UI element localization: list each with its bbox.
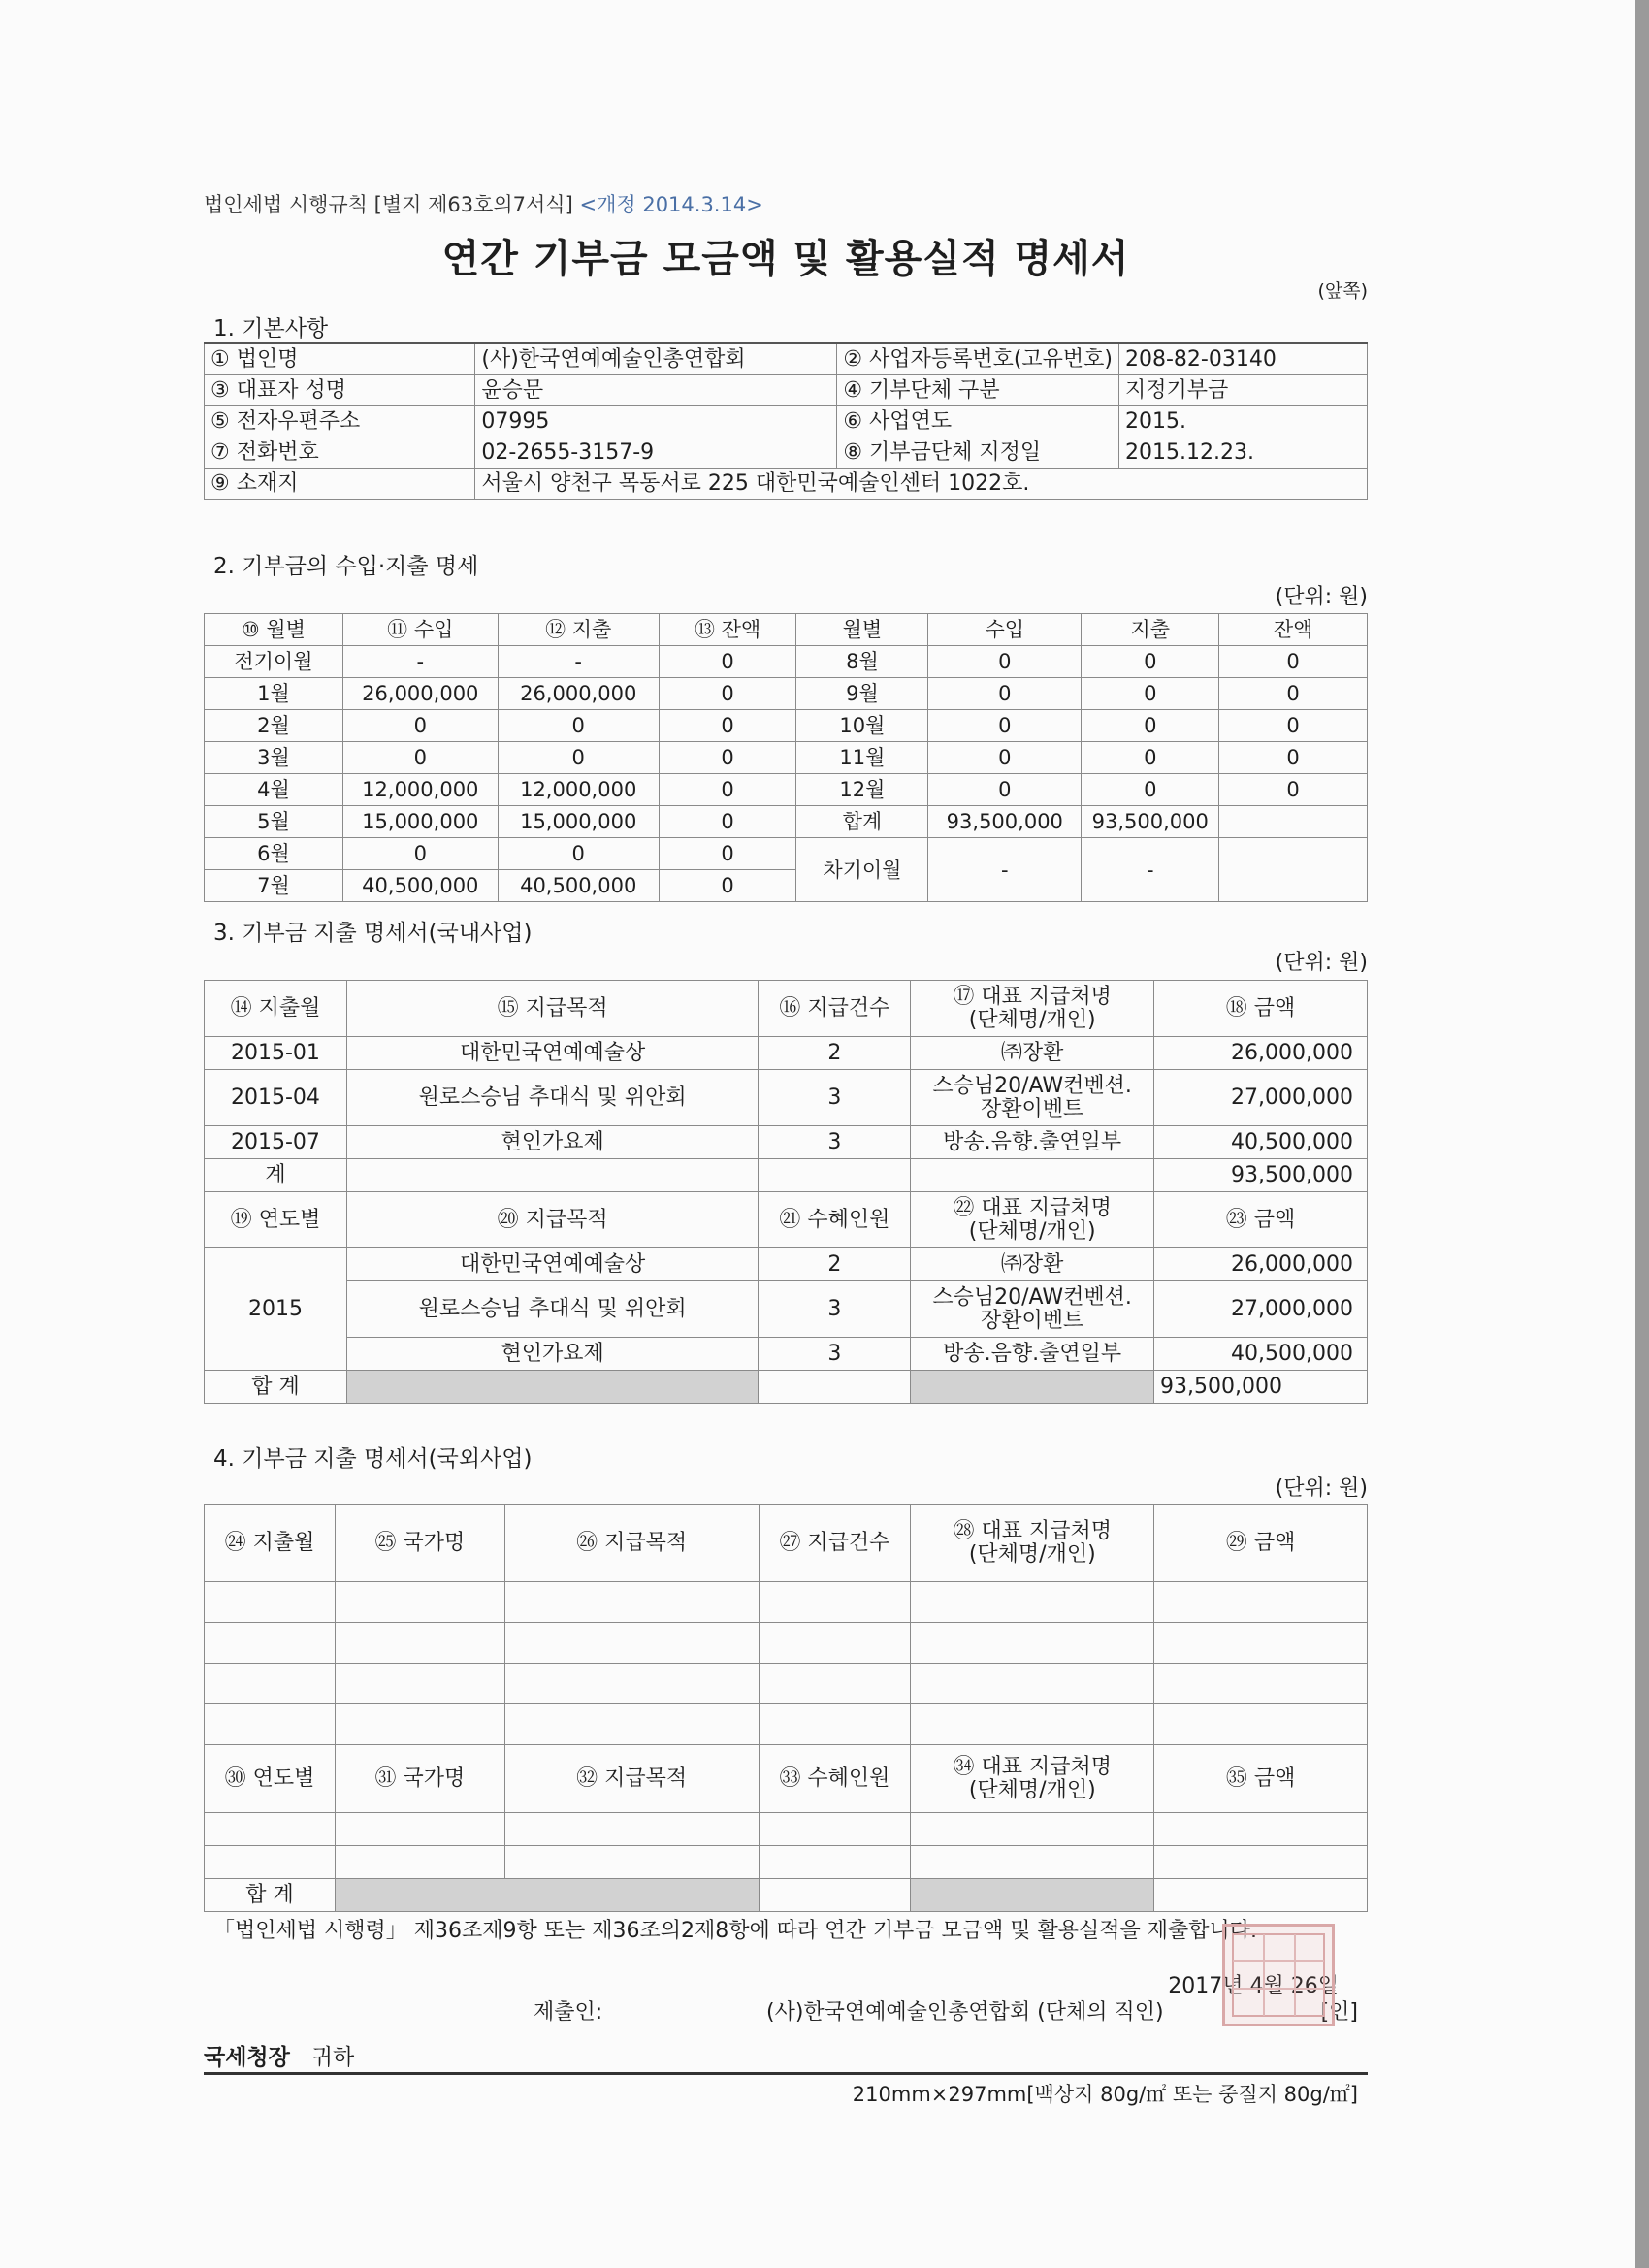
section-4-unit: (단위: 원) bbox=[1275, 1476, 1368, 1501]
table-cell: 9월 bbox=[796, 678, 928, 710]
income-row bbox=[205, 838, 1368, 870]
column-header: 지출 bbox=[1082, 614, 1219, 646]
revision-text: <개정 2014.3.14> bbox=[579, 193, 763, 216]
section-2-heading: 2. 기부금의 수입·지출 명세 bbox=[213, 554, 479, 579]
income-row bbox=[205, 678, 1368, 710]
table-cell: 0 bbox=[928, 646, 1082, 678]
column-header: 수입 bbox=[928, 614, 1082, 646]
recipient-name: 국세청장 bbox=[204, 2045, 290, 2070]
subtotal-label: 계 bbox=[205, 1159, 347, 1192]
submitter-label: 제출인: bbox=[534, 2000, 603, 2025]
table-cell: 스승님20/AW컨벤션. 장환이벤트 bbox=[911, 1070, 1154, 1126]
domestic-expense-table bbox=[204, 980, 1368, 1404]
carry-over-cell: 차기이월 bbox=[796, 838, 928, 902]
table-cell: 40,500,000 bbox=[342, 870, 498, 902]
empty-cell bbox=[759, 1879, 911, 1912]
field-label: ③ 대표자 성명 bbox=[205, 375, 475, 406]
column-header: ㉗ 지급건수 bbox=[759, 1505, 911, 1582]
submission-date: 2017년 4월 26일 bbox=[1168, 1974, 1339, 1998]
table-cell: 원로스승님 추대식 및 위안회 bbox=[346, 1070, 759, 1126]
basic-info-row bbox=[205, 437, 1368, 469]
seal-pattern-icon bbox=[1225, 1927, 1332, 2024]
empty-cell bbox=[911, 1704, 1154, 1745]
section-2-unit: (단위: 원) bbox=[1275, 585, 1368, 609]
document-page bbox=[204, 189, 1368, 2106]
table-cell: 12,000,000 bbox=[498, 774, 659, 806]
empty-cell bbox=[759, 1582, 911, 1623]
empty-cell bbox=[504, 1623, 759, 1664]
domestic-year-row bbox=[205, 1281, 1368, 1338]
empty-cell bbox=[335, 1846, 504, 1879]
income-header-row bbox=[205, 614, 1368, 646]
subtotal-value: 93,500,000 bbox=[1154, 1159, 1368, 1192]
empty-cell bbox=[335, 1704, 504, 1745]
table-cell: 전기이월 bbox=[205, 646, 343, 678]
field-value: 02-2655-3157-9 bbox=[475, 437, 837, 469]
legal-ref-text: 법인세법 시행규칙 [별지 제63호의7서식] bbox=[204, 193, 573, 216]
column-header: ㉖ 지급목적 bbox=[504, 1505, 759, 1582]
legal-reference bbox=[204, 189, 1368, 218]
empty-cell bbox=[911, 1813, 1154, 1846]
table-cell: 0 bbox=[1082, 742, 1219, 774]
domestic-row bbox=[205, 1126, 1368, 1159]
table-cell: 0 bbox=[659, 678, 796, 710]
overseas-empty-row bbox=[205, 1846, 1368, 1879]
column-header: ⑲ 연도별 bbox=[205, 1192, 347, 1248]
table-cell: 0 bbox=[1082, 710, 1219, 742]
table-cell: 4월 bbox=[205, 774, 343, 806]
empty-cell bbox=[1154, 1664, 1368, 1704]
table-cell: 합계 bbox=[796, 806, 928, 838]
empty-cell bbox=[1154, 1623, 1368, 1664]
column-header: ⑮ 지급목적 bbox=[346, 981, 759, 1037]
overseas-header-row bbox=[205, 1745, 1368, 1813]
declaration-text: 「법인세법 시행령」 제36조제9항 또는 제36조의2제8항에 따라 연간 기부금 모금액 및 활용실적을 제출합니다. bbox=[213, 1919, 1257, 1943]
empty-cell bbox=[911, 1159, 1154, 1192]
domestic-header-row bbox=[205, 1192, 1368, 1248]
shaded-cell bbox=[346, 1371, 759, 1404]
table-cell: 0 bbox=[342, 838, 498, 870]
empty-cell bbox=[205, 1813, 336, 1846]
field-label: ⑤ 전자우편주소 bbox=[205, 406, 475, 437]
submitter-name: (사)한국연예예술인총연합회 (단체의 직인) bbox=[766, 2000, 1164, 2025]
field-label: ① 법인명 bbox=[205, 343, 475, 375]
table-cell: 0 bbox=[659, 838, 796, 870]
column-header: ⑰ 대표 지급처명 (단체명/개인) bbox=[911, 981, 1154, 1037]
table-cell: 26,000,000 bbox=[498, 678, 659, 710]
table-cell: 1월 bbox=[205, 678, 343, 710]
recipient-line bbox=[204, 2039, 354, 2071]
column-header: 월별 bbox=[796, 614, 928, 646]
empty-cell bbox=[335, 1582, 504, 1623]
table-cell: 3 bbox=[759, 1338, 911, 1371]
official-seal-stamp bbox=[1222, 1924, 1335, 2026]
table-cell: 0 bbox=[498, 710, 659, 742]
column-header: ⑬ 잔액 bbox=[659, 614, 796, 646]
table-cell: 0 bbox=[928, 710, 1082, 742]
field-value: 서울시 양천구 목동서로 225 대한민국예술인센터 1022호. bbox=[475, 469, 1368, 500]
table-cell: 3 bbox=[759, 1281, 911, 1338]
column-header: ⑩ 월별 bbox=[205, 614, 343, 646]
table-cell bbox=[1219, 806, 1368, 838]
empty-cell bbox=[1154, 1846, 1368, 1879]
carry-over-cell: - bbox=[928, 838, 1082, 902]
table-cell: 0 bbox=[659, 870, 796, 902]
empty-cell bbox=[346, 1159, 759, 1192]
table-cell: 3 bbox=[759, 1126, 911, 1159]
income-expense-table bbox=[204, 613, 1368, 902]
table-cell: 0 bbox=[498, 742, 659, 774]
column-header: ㉝ 수혜인원 bbox=[759, 1745, 911, 1813]
table-cell: 27,000,000 bbox=[1154, 1281, 1368, 1338]
shaded-cell bbox=[911, 1371, 1154, 1404]
overseas-total-row bbox=[205, 1879, 1368, 1912]
income-row bbox=[205, 774, 1368, 806]
total-label: 합 계 bbox=[205, 1371, 347, 1404]
total-value: 93,500,000 bbox=[1154, 1371, 1368, 1404]
table-cell: 0 bbox=[1219, 742, 1368, 774]
section-4-heading: 4. 기부금 지출 명세서(국외사업) bbox=[213, 1446, 533, 1472]
field-label: ② 사업자등록번호(고유번호) bbox=[837, 343, 1119, 375]
table-cell: 0 bbox=[1082, 646, 1219, 678]
basic-info-row bbox=[205, 343, 1368, 375]
column-header: ⑪ 수입 bbox=[342, 614, 498, 646]
field-label: ⑦ 전화번호 bbox=[205, 437, 475, 469]
table-cell: 0 bbox=[659, 646, 796, 678]
field-value: 지정기부금 bbox=[1119, 375, 1368, 406]
empty-cell bbox=[759, 1704, 911, 1745]
empty-cell bbox=[759, 1813, 911, 1846]
table-cell: 방송.음향.출연일부 bbox=[911, 1126, 1154, 1159]
empty-cell bbox=[335, 1813, 504, 1846]
overseas-empty-row bbox=[205, 1813, 1368, 1846]
table-cell: 0 bbox=[342, 710, 498, 742]
table-cell: 10월 bbox=[796, 710, 928, 742]
table-cell: 15,000,000 bbox=[342, 806, 498, 838]
column-header: ⑫ 지출 bbox=[498, 614, 659, 646]
column-header: ⑭ 지출월 bbox=[205, 981, 347, 1037]
field-value: 208-82-03140 bbox=[1119, 343, 1368, 375]
empty-cell bbox=[911, 1623, 1154, 1664]
table-cell: 2015-07 bbox=[205, 1126, 347, 1159]
year-cell: 2015 bbox=[205, 1248, 347, 1371]
table-cell: 26,000,000 bbox=[1154, 1037, 1368, 1070]
section-1-heading: 1. 기본사항 bbox=[213, 316, 329, 341]
domestic-row bbox=[205, 1037, 1368, 1070]
table-cell: 93,500,000 bbox=[1082, 806, 1219, 838]
field-label: ⑧ 기부금단체 지정일 bbox=[837, 437, 1119, 469]
field-label: ⑥ 사업연도 bbox=[837, 406, 1119, 437]
income-row bbox=[205, 742, 1368, 774]
empty-cell bbox=[911, 1664, 1154, 1704]
empty-cell bbox=[504, 1582, 759, 1623]
basic-info-row bbox=[205, 469, 1368, 500]
table-cell: 0 bbox=[1082, 678, 1219, 710]
column-header: ㉛ 국가명 bbox=[335, 1745, 504, 1813]
table-cell: - bbox=[342, 646, 498, 678]
section-3-unit: (단위: 원) bbox=[1275, 951, 1368, 975]
empty-cell bbox=[504, 1813, 759, 1846]
table-cell: 0 bbox=[659, 742, 796, 774]
domestic-header-row bbox=[205, 981, 1368, 1037]
paper-spec: 210mm×297mm[백상지 80g/㎡ 또는 중질지 80g/㎡] bbox=[852, 2083, 1358, 2106]
column-header: ㉘ 대표 지급처명 (단체명/개인) bbox=[911, 1505, 1154, 1582]
empty-cell bbox=[759, 1664, 911, 1704]
basic-info-table bbox=[204, 342, 1368, 500]
table-cell: 0 bbox=[1219, 646, 1368, 678]
empty-cell bbox=[759, 1159, 911, 1192]
column-header: ㉑ 수혜인원 bbox=[759, 1192, 911, 1248]
column-header: ㉜ 지급목적 bbox=[504, 1745, 759, 1813]
table-cell: 26,000,000 bbox=[342, 678, 498, 710]
income-row bbox=[205, 646, 1368, 678]
column-header: 잔액 bbox=[1219, 614, 1368, 646]
basic-info-row bbox=[205, 375, 1368, 406]
domestic-year-row bbox=[205, 1248, 1368, 1281]
table-cell: 2 bbox=[759, 1037, 911, 1070]
table-cell: 0 bbox=[928, 742, 1082, 774]
column-header: ㉕ 국가명 bbox=[335, 1505, 504, 1582]
empty-cell bbox=[1154, 1813, 1368, 1846]
empty-cell bbox=[759, 1371, 911, 1404]
column-header: ⑳ 지급목적 bbox=[346, 1192, 759, 1248]
table-cell: 원로스승님 추대식 및 위안회 bbox=[346, 1281, 759, 1338]
table-cell: 0 bbox=[659, 806, 796, 838]
table-cell: 3 bbox=[759, 1070, 911, 1126]
table-cell: 93,500,000 bbox=[928, 806, 1082, 838]
field-value: 윤승문 bbox=[475, 375, 837, 406]
table-cell: 0 bbox=[659, 774, 796, 806]
empty-cell bbox=[205, 1704, 336, 1745]
income-row bbox=[205, 806, 1368, 838]
empty-cell bbox=[759, 1623, 911, 1664]
overseas-empty-row bbox=[205, 1623, 1368, 1664]
column-header: ⑯ 지급건수 bbox=[759, 981, 911, 1037]
empty-cell bbox=[911, 1846, 1154, 1879]
table-cell: 40,500,000 bbox=[1154, 1126, 1368, 1159]
table-cell: 40,500,000 bbox=[498, 870, 659, 902]
document-title: 연간 기부금 모금액 및 활용실적 명세서 bbox=[441, 237, 1130, 281]
overseas-header-row bbox=[205, 1505, 1368, 1582]
domestic-total-row bbox=[205, 1371, 1368, 1404]
field-value: 2015. bbox=[1119, 406, 1368, 437]
overseas-empty-row bbox=[205, 1664, 1368, 1704]
shaded-cell bbox=[911, 1879, 1154, 1912]
table-cell: 8월 bbox=[796, 646, 928, 678]
table-cell: 6월 bbox=[205, 838, 343, 870]
domestic-year-row bbox=[205, 1338, 1368, 1371]
empty-cell bbox=[205, 1623, 336, 1664]
scan-edge bbox=[1635, 0, 1649, 2268]
column-header: ⑱ 금액 bbox=[1154, 981, 1368, 1037]
table-cell: - bbox=[498, 646, 659, 678]
empty-cell bbox=[335, 1664, 504, 1704]
table-cell: 현인가요제 bbox=[346, 1338, 759, 1371]
table-cell: 대한민국연예예술상 bbox=[346, 1037, 759, 1070]
table-cell: 5월 bbox=[205, 806, 343, 838]
table-cell: 현인가요제 bbox=[346, 1126, 759, 1159]
section-3-heading: 3. 기부금 지출 명세서(국내사업) bbox=[213, 921, 533, 946]
empty-cell bbox=[504, 1664, 759, 1704]
table-cell: 12,000,000 bbox=[342, 774, 498, 806]
table-cell: 15,000,000 bbox=[498, 806, 659, 838]
empty-cell bbox=[335, 1623, 504, 1664]
column-header: ㉚ 연도별 bbox=[205, 1745, 336, 1813]
column-header: ㉒ 대표 지급처명 (단체명/개인) bbox=[911, 1192, 1154, 1248]
domestic-subtotal-row bbox=[205, 1159, 1368, 1192]
table-cell: 27,000,000 bbox=[1154, 1070, 1368, 1126]
carry-over-cell: - bbox=[1082, 838, 1219, 902]
column-header: ㉟ 금액 bbox=[1154, 1745, 1368, 1813]
table-cell: 0 bbox=[1082, 774, 1219, 806]
field-value: 2015.12.23. bbox=[1119, 437, 1368, 469]
table-cell: ㈜장환 bbox=[911, 1248, 1154, 1281]
table-cell: 3월 bbox=[205, 742, 343, 774]
domestic-row bbox=[205, 1070, 1368, 1126]
table-cell: 12월 bbox=[796, 774, 928, 806]
table-cell: 2015-04 bbox=[205, 1070, 347, 1126]
empty-cell bbox=[205, 1664, 336, 1704]
table-cell: 스승님20/AW컨벤션. 장환이벤트 bbox=[911, 1281, 1154, 1338]
table-cell: 2 bbox=[759, 1248, 911, 1281]
table-cell: 0 bbox=[1219, 774, 1368, 806]
table-cell: 0 bbox=[1219, 678, 1368, 710]
column-header: ㉙ 금액 bbox=[1154, 1505, 1368, 1582]
table-cell: 7월 bbox=[205, 870, 343, 902]
column-header: ㉓ 금액 bbox=[1154, 1192, 1368, 1248]
table-cell: 0 bbox=[659, 710, 796, 742]
basic-info-row bbox=[205, 406, 1368, 437]
field-label: ⑨ 소재지 bbox=[205, 469, 475, 500]
table-cell: ㈜장환 bbox=[911, 1037, 1154, 1070]
table-cell: 방송.음향.출연일부 bbox=[911, 1338, 1154, 1371]
empty-cell bbox=[504, 1846, 759, 1879]
table-cell: 0 bbox=[342, 742, 498, 774]
column-header: ㉞ 대표 지급처명 (단체명/개인) bbox=[911, 1745, 1154, 1813]
field-value: 07995 bbox=[475, 406, 837, 437]
table-cell: 대한민국연예예술상 bbox=[346, 1248, 759, 1281]
empty-cell bbox=[1154, 1582, 1368, 1623]
table-cell: 0 bbox=[928, 774, 1082, 806]
table-cell: 0 bbox=[1219, 710, 1368, 742]
recipient-honorific: 귀하 bbox=[310, 2045, 355, 2070]
column-header: ㉔ 지출월 bbox=[205, 1505, 336, 1582]
table-cell: 0 bbox=[498, 838, 659, 870]
overseas-empty-row bbox=[205, 1704, 1368, 1745]
empty-cell bbox=[911, 1582, 1154, 1623]
field-label: ④ 기부단체 구분 bbox=[837, 375, 1119, 406]
empty-cell bbox=[1154, 1704, 1368, 1745]
carry-over-cell bbox=[1219, 838, 1368, 902]
empty-cell bbox=[205, 1846, 336, 1879]
empty-cell bbox=[504, 1704, 759, 1745]
empty-cell bbox=[1154, 1879, 1368, 1912]
shaded-cell bbox=[335, 1879, 759, 1912]
seal-mark: [인] bbox=[1320, 2000, 1358, 2025]
table-cell: 26,000,000 bbox=[1154, 1248, 1368, 1281]
empty-cell bbox=[205, 1582, 336, 1623]
table-cell: 2월 bbox=[205, 710, 343, 742]
page-side-label: (앞쪽) bbox=[1317, 280, 1368, 302]
empty-cell bbox=[759, 1846, 911, 1879]
total-label: 합 계 bbox=[205, 1879, 336, 1912]
overseas-empty-row bbox=[205, 1582, 1368, 1623]
table-cell: 11월 bbox=[796, 742, 928, 774]
field-value: (사)한국연예예술인총연합회 bbox=[475, 343, 837, 375]
table-cell: 2015-01 bbox=[205, 1037, 347, 1070]
table-cell: 0 bbox=[928, 678, 1082, 710]
overseas-expense-table bbox=[204, 1504, 1368, 1912]
table-cell: 40,500,000 bbox=[1154, 1338, 1368, 1371]
footer-divider bbox=[204, 2072, 1368, 2075]
income-row bbox=[205, 710, 1368, 742]
